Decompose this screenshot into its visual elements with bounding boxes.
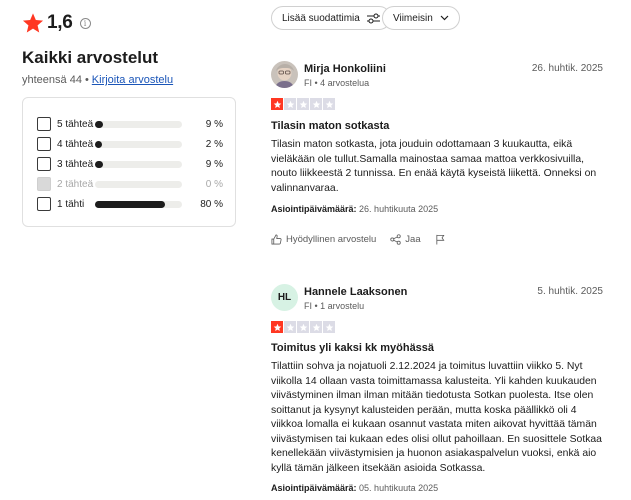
avatar[interactable] (271, 61, 298, 88)
sliders-icon (367, 13, 380, 24)
star-empty-icon (297, 98, 309, 110)
star-rating (271, 321, 336, 333)
distribution-bar (95, 141, 182, 148)
star-empty-icon (310, 98, 322, 110)
reviewer-meta: FI • 4 arvostelua (304, 78, 370, 88)
star-empty-icon (297, 321, 309, 333)
filter-checkbox-1[interactable] (37, 197, 51, 211)
more-filters-button[interactable] (271, 6, 391, 30)
share-button[interactable] (390, 234, 420, 245)
review-text: Tilasin maton sotkasta, jota jouduin odottamaan 3 kuukautta, eikä vieläkään ole tullut.Samalla mainostaa samaa mattoa verkkosivuilla, nouto liikkeestä 2 tunnissa. En enää käytä kyseistä liikettä. Onneksi on valinnanvaraa. (271, 139, 597, 194)
average-rating: 1,6 (47, 12, 73, 33)
review-header (271, 61, 611, 91)
score-row (22, 12, 91, 34)
distribution-fill (95, 161, 103, 168)
star-filled-icon (271, 98, 283, 110)
info-icon[interactable]: i (80, 18, 91, 29)
distribution-row-5[interactable] (37, 116, 223, 132)
distribution-fill (95, 201, 165, 208)
distribution-bar (95, 121, 182, 128)
avatar-photo-icon (271, 61, 298, 88)
distribution-percent: 80 % (200, 198, 223, 210)
separator: • (84, 74, 89, 86)
experience-date-value: 05. huhtikuuta 2025 (359, 483, 439, 493)
distribution-label: 3 tähteä (57, 158, 94, 170)
distribution-label: 4 tähteä (57, 138, 94, 150)
experience-date (271, 483, 438, 493)
chevron-down-icon (440, 15, 449, 21)
distribution-row-3[interactable] (37, 156, 223, 172)
review-date: 5. huhtik. 2025 (537, 286, 603, 297)
distribution-bar (95, 181, 182, 188)
distribution-fill (95, 141, 102, 148)
reviewer-name[interactable]: Mirja Honkoliini (304, 63, 386, 75)
distribution-percent: 0 % (205, 178, 223, 190)
star-filled-icon (271, 321, 283, 333)
experience-date-value: 26. huhtikuuta 2025 (359, 204, 439, 214)
star-icon (22, 12, 44, 34)
distribution-label: 2 tähteä (57, 178, 94, 190)
star-empty-icon (284, 98, 296, 110)
review-count-row (22, 74, 173, 86)
review-header (271, 284, 611, 314)
filter-checkbox-5[interactable] (37, 117, 51, 131)
star-empty-icon (284, 321, 296, 333)
thumbs-up-icon (271, 234, 282, 245)
review-date: 26. huhtik. 2025 (531, 63, 603, 74)
distribution-percent: 2 % (205, 138, 223, 150)
filter-checkbox-4[interactable] (37, 137, 51, 151)
star-rating (271, 98, 336, 110)
star-empty-icon (323, 321, 335, 333)
sort-label: Viimeisin (393, 12, 433, 24)
report-button[interactable] (435, 234, 450, 245)
distribution-label: 1 tähti (57, 198, 85, 210)
rating-distribution (22, 97, 236, 227)
total-reviews: yhteensä 44 (22, 74, 82, 86)
distribution-row-4[interactable] (37, 136, 223, 152)
distribution-bar (95, 201, 182, 208)
review-text: Tilattiin sohva ja nojatuoli 2.12.2024 ja toimitus luvattiin viikko 5. Nyt viikolla 14 ollaan vasta toimittamassa kalusteita. Yli kahden kuukauden viivästyminen ilman ilman mitään tiedotusta Sotkan puolesta. Itse olen soittanut ja kysynyt kalusteiden perään, mutta koska päällikkö oli 4 viikkoa lomalla ei kukaan osannut vastata miten aikovat hyvittää tämän viivästymisen tai kukaan edes olisi ollut pahoillaan. En suosittele Sotkaa kenellekään viivästymisien ja huonon asiakaspalvelun vuoksi, enkä aio kyllä tämän jälkeen itsekään asioida Sotkassa. (271, 361, 602, 474)
star-empty-icon (310, 321, 322, 333)
write-review-link[interactable]: Kirjoita arvostelu (91, 74, 174, 86)
avatar[interactable]: HL (271, 284, 298, 311)
reviewer-meta: FI • 1 arvostelu (304, 301, 365, 311)
share-label: Jaa (405, 234, 421, 245)
filter-checkbox-3[interactable] (37, 157, 51, 171)
distribution-row-2 (37, 176, 223, 192)
distribution-bar (95, 161, 182, 168)
share-icon (390, 234, 401, 245)
experience-date-label: Asiointipäivämäärä: (271, 483, 357, 493)
sort-dropdown[interactable] (382, 6, 460, 30)
reviewer-name[interactable]: Hannele Laaksonen (304, 286, 408, 298)
useful-label: Hyödyllinen arvostelu (286, 234, 377, 245)
useful-button[interactable] (271, 234, 376, 245)
distribution-percent: 9 % (205, 158, 223, 170)
more-filters-label: Lisää suodattimia (282, 12, 360, 24)
page-title: Kaikki arvostelut (22, 48, 159, 67)
flag-icon (435, 234, 446, 245)
distribution-percent: 9 % (205, 118, 223, 130)
star-empty-icon (323, 98, 335, 110)
review-title[interactable]: Tilasin maton sotkasta (271, 120, 390, 132)
filter-checkbox-2 (37, 177, 51, 191)
distribution-fill (95, 121, 103, 128)
distribution-row-1[interactable] (37, 196, 223, 212)
review-actions (271, 234, 464, 245)
review-title[interactable]: Toimitus yli kaksi kk myöhässä (271, 342, 435, 354)
experience-date (271, 204, 438, 214)
distribution-label: 5 tähteä (57, 118, 94, 130)
experience-date-label: Asiointipäivämäärä: (271, 204, 357, 214)
